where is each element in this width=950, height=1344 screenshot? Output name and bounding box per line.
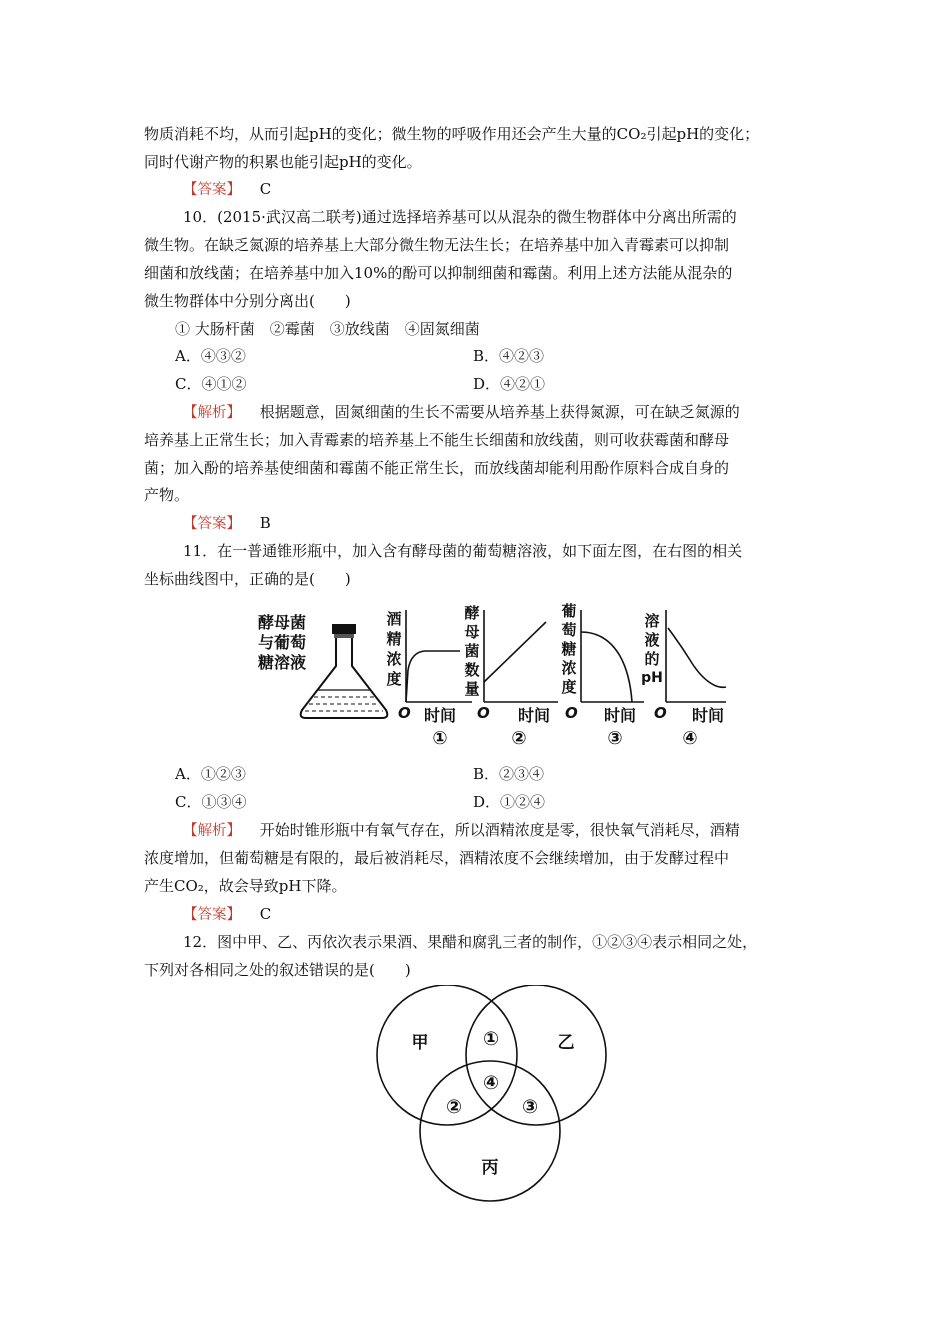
origin-label: O	[565, 704, 578, 722]
q10-items: ① 大肠杆菌 ②霉菌 ③放线菌 ④固氮细菌	[175, 320, 480, 338]
option-d: D．④②①	[473, 375, 546, 393]
answer-line	[183, 904, 271, 925]
origin-label: O	[654, 704, 667, 722]
answer-line	[183, 179, 271, 200]
answer-line	[183, 513, 271, 534]
text-line: 微生物群体中分别分离出( )	[144, 292, 351, 310]
answer-value: C	[259, 905, 272, 923]
option-a: A．①②③	[175, 765, 246, 783]
text-line: 同时代谢产物的积累也能引起pH的变化。	[144, 153, 422, 171]
graph-yeast	[464, 604, 558, 749]
curve	[484, 622, 546, 682]
graph-number: ①	[432, 728, 448, 749]
q11-stem: 11．在一普通锥形瓶中，加入含有酵母菌的葡萄糖溶液，如下面左图，在右图的相关	[183, 542, 743, 560]
graph-number: ④	[682, 728, 698, 749]
text-line: 产物。	[144, 486, 190, 504]
xlabel: 时间	[517, 706, 551, 725]
flask-figure	[258, 613, 387, 718]
option-c: C．①③④	[175, 793, 247, 811]
flask-stopper-rim	[334, 634, 354, 638]
graph-glucose	[560, 602, 644, 749]
origin-label: O	[398, 704, 411, 722]
ylabel-char: 数	[464, 661, 480, 679]
region-3: ③	[521, 1096, 539, 1118]
ylabel-char: 葡	[561, 602, 577, 620]
answer-value: B	[259, 514, 271, 532]
ylabel-char: 量	[464, 680, 480, 698]
curve	[668, 628, 726, 687]
xlabel: 时间	[691, 706, 725, 725]
text-line: 物质消耗不均，从而引起pH的变化；微生物的呼吸作用还会产生大量的CO₂引起pH的变化；	[144, 125, 760, 143]
flask-label-line: 与葡萄	[257, 633, 307, 652]
origin-label: O	[477, 704, 490, 722]
venn-diagram	[370, 985, 610, 1215]
answer-value: C	[259, 180, 272, 198]
analysis-text: 根据题意，固氮细菌的生长不需要从培养基上获得氮源，可在缺乏氮源的	[259, 403, 740, 421]
text-line: 浓度增加，但葡萄糖是有限的，最后被消耗尽，酒精浓度不会继续增加，由于发酵过程中	[144, 849, 730, 867]
option-d: D．①②④	[473, 793, 546, 811]
q10-stem: 10．(2015·武汉高二联考)通过选择培养基可以从混杂的微生物群体中分离出所需的	[183, 208, 737, 226]
label-yi: 乙	[557, 1033, 575, 1053]
option-a: A．④③②	[175, 347, 246, 365]
ylabel-char: 精	[386, 630, 402, 648]
analysis-line	[183, 820, 740, 841]
ylabel-char: 糖	[561, 640, 577, 658]
ylabel-char: 的	[644, 650, 660, 668]
answer-tag: 【答案】	[183, 907, 241, 923]
answer-tag: 【答案】	[183, 182, 241, 198]
ylabel-char: 度	[386, 670, 402, 688]
analysis-tag: 【解析】	[183, 823, 241, 839]
ylabel-char: 萄	[561, 621, 577, 639]
analysis-tag: 【解析】	[183, 405, 241, 421]
analysis-text: 开始时锥形瓶中有氧气存在，所以酒精浓度是零，很快氧气消耗尽，酒精	[259, 821, 740, 839]
answer-tag: 【答案】	[183, 516, 241, 532]
label-bing: 丙	[481, 1158, 499, 1178]
text-line: 微生物。在缺乏氮源的培养基上大部分微生物无法生长；在培养基中加入青霉素可以抑制	[144, 236, 730, 254]
ylabel-char: 浓	[561, 659, 577, 677]
flask-label-line: 糖溶液	[257, 653, 307, 672]
flask-stopper	[332, 624, 356, 634]
graph-ph	[641, 610, 726, 749]
option-b: B．②③④	[473, 765, 545, 783]
curve	[406, 651, 460, 702]
q11-figure	[240, 600, 740, 755]
analysis-line	[183, 402, 740, 423]
ylabel-char: 度	[561, 678, 577, 696]
text-line: 坐标曲线图中，正确的是( )	[144, 570, 351, 588]
text-line: 细菌和放线菌；在培养基中加入10%的酚可以抑制细菌和霉菌。利用上述方法能从混杂的	[144, 264, 733, 282]
ylabel-char: 酒	[386, 610, 402, 628]
ylabel-char: 酵	[464, 604, 480, 622]
text-line: 下列对各相同之处的叙述错误的是( )	[144, 961, 411, 979]
text-line: 产生CO₂，故会导致pH下降。	[144, 877, 347, 895]
region-2: ②	[445, 1096, 463, 1118]
ylabel-char: 浓	[386, 650, 402, 668]
ylabel-char: 菌	[464, 642, 480, 660]
q12-stem: 12．图中甲、乙、丙依次表示果酒、果醋和腐乳三者的制作，①②③④表示相同之处，	[183, 933, 758, 951]
text-line: 菌；加入酚的培养基使细菌和霉菌不能正常生长，而放线菌却能利用酚作原料合成自身的	[144, 459, 730, 477]
graph-number: ②	[511, 728, 527, 749]
ylabel-char: 溶	[644, 612, 660, 630]
text-line: 培养基上正常生长；加入青霉素的培养基上不能生长细菌和放线菌，则可收获霉菌和酵母	[144, 431, 730, 449]
region-1: ①	[482, 1028, 500, 1050]
graph-number: ③	[607, 728, 623, 749]
option-b: B．④②③	[473, 347, 545, 365]
ylabel-char: 液	[644, 631, 660, 649]
xlabel: 时间	[603, 706, 637, 725]
graph-alcohol	[385, 610, 472, 749]
ylabel-char: pH	[641, 670, 663, 686]
label-jia: 甲	[411, 1033, 429, 1053]
flask-outline	[301, 638, 388, 718]
xlabel: 时间	[423, 706, 457, 725]
curve	[581, 632, 632, 702]
region-4: ④	[482, 1072, 500, 1094]
flask-label-line: 酵母菌	[257, 613, 307, 632]
option-c: C．④①②	[175, 375, 247, 393]
ylabel-char: 母	[464, 623, 480, 641]
